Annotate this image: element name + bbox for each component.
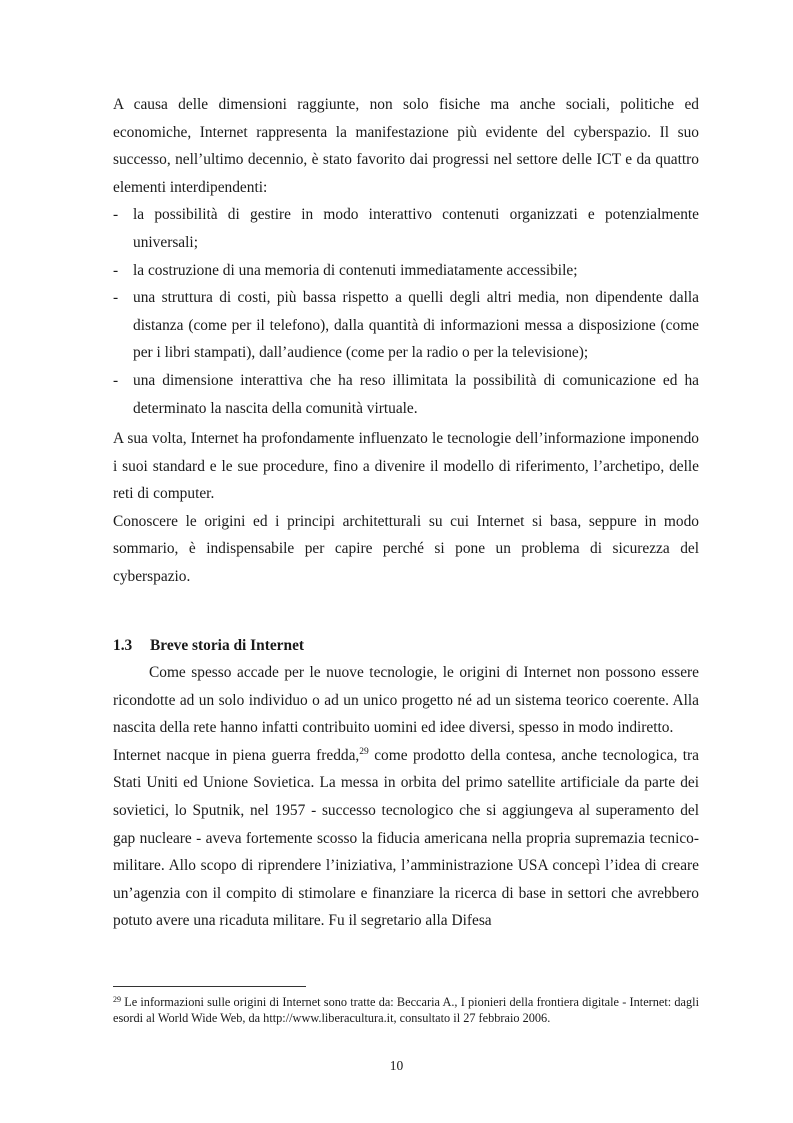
bullet-dash: - (113, 371, 119, 389)
bullet-item-2: - la costruzione di una memoria di contenuti immediatamente accessibile; (113, 257, 699, 285)
footnote (113, 994, 699, 1027)
section-title: Breve storia di Internet (150, 637, 305, 654)
intro-paragraph-3: Conoscere le origini ed i principi architetturali su cui Internet si basa, seppure in modo sommario, è indispensabile per capire perché si pone un problema di sicurezza del cyberspazio. (113, 512, 699, 585)
intro-continuation (113, 425, 699, 591)
footnote-text: Le informazioni sulle origini di Internet sono tratte da: Beccaria A., I pionieri della frontiera digitale - Internet: dagli esordi al World Wide Web, da http://www.liberacultura.it, consultato il 27 febbraio 2006. (113, 995, 699, 1026)
footnote-divider (113, 986, 306, 987)
bullet-dash: - (113, 206, 119, 224)
section-number: 1.3 (113, 637, 133, 654)
footnote-number: 29 (113, 995, 121, 1004)
bullet-item-1: - la possibilità di gestire in modo interattivo contenuti organizzati e potenzialmente universali; (113, 201, 699, 256)
intro-paragraph-1: A causa delle dimensioni raggiunte, non solo fisiche ma anche sociali, politiche ed economiche, Internet rappresenta la manifestazione più evidente del cyberspazio. Il suo successo, nell’ultimo decennio, è stato favorito dai progressi nel settore delle ICT e da quattro elementi interdipendenti: (113, 96, 699, 196)
bullet-item-3: - una struttura di costi, più bassa rispetto a quelli degli altri media, non dipendente dalla distanza (come per il telefono), dalla quantità di informazioni messa a disposizione (come per i libri stampati), dall’audience (come per la radio o per la televisione); (113, 284, 699, 367)
bullet-list (113, 201, 699, 422)
bullet-dash: - (113, 289, 119, 307)
section-body (113, 659, 699, 935)
section-paragraph-2: Internet nacque in piena guerra fredda,$^{29}$ come prodotto della contesa, anche tecnologica, tra Stati Uniti ed Unione Sovietica. La messa in orbita del primo satellite artificiale da parte dei sovietici, lo Sputnik, nel 1957 - successo tecnologico che si aggiungeva al superamento del gap nucleare - aveva fortemente scosso la fiducia americana nella propria supremazia tecnico-militare. Allo scopo di riprendere l’iniziativa, l’amministrazione USA concepì l’idea di creare un’agenzia con il compito di stimolare e finanziare la ricerca di base in settori che avrebbero potuto avere una ricaduta militare. Fu il segretario alla Difesa (113, 746, 699, 930)
intro-section (113, 91, 699, 422)
footnote-reference[interactable]: 29 (359, 746, 369, 757)
bullet-dash: - (113, 261, 119, 279)
intro-paragraph-2: A sua volta, Internet ha profondamente influenzato le tecnologie dell’informazione imponendo i suoi standard e le sue procedure, fino a divenire il modello di riferimento, l’archetipo, delle reti di computer. (113, 430, 699, 503)
section-heading (113, 632, 304, 659)
bullet-item-4: - una dimensione interattiva che ha reso illimitata la possibilità di comunicazione ed ha determinato la nascita della comunità virtuale. (113, 367, 699, 422)
page-number: 10 (389, 1058, 404, 1073)
section-paragraph-1: Come spesso accade per le nuove tecnologie, le origini di Internet non possono essere ricondotte ad un solo individuo o ad un unico progetto né ad un sistema teorico coerente. Alla nascita della rete hanno infatti contribuito uomini ed idee diversi, spesso in modo indiretto. (113, 664, 699, 737)
